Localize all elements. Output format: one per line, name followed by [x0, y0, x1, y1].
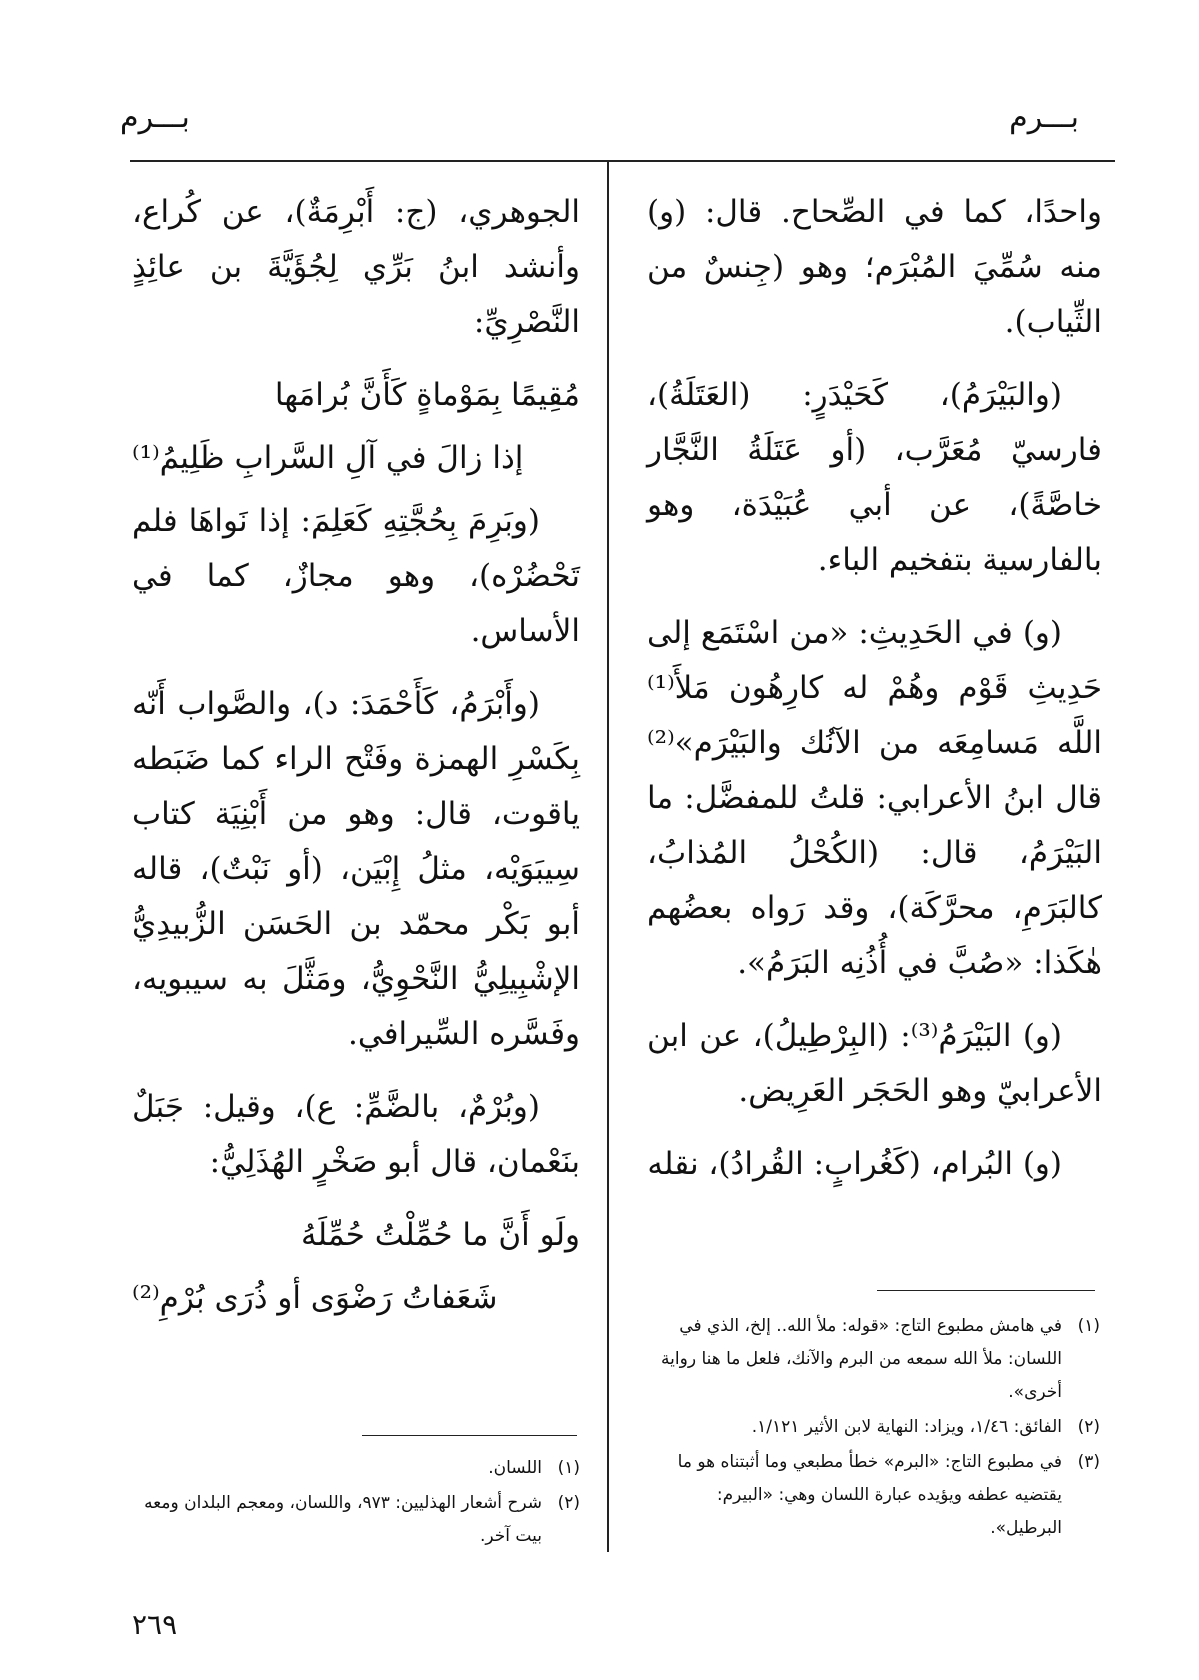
paragraph: (و) في الحَدِيثِ: «من اسْتَمَع إلى حَدِيثِ قَوْم وهُمْ له كارِهُون مَلأَ⁽¹⁾ اللَّه مَسامِعَه من الآنُك والبَيْرَم»⁽²⁾ قال ابنُ الأعرابي: قلتُ للمفضَّل: ما البَيْرَمُ، قال: (الكُحْلُ المُذابُ، كالبَرَمِ، محرَّكَة)، وقد رَواه بعضُهم هٰكَذا: «صُبَّ في أُذُنِه البَرَمُ». — [647, 615, 1102, 981]
paragraph: (والبَيْرَمُ)، كَحَيْدَرٍ: (العَتَلَةُ)، فارسيّ مُعَرَّب، (أو عَتَلَةُ النَّجَّار خاصَّةً)، عن أبي عُبَيْدَة، وهو بالفارسية بتفخيم الباء. — [647, 377, 1102, 578]
footnote-rule — [362, 1435, 577, 1436]
footnote — [132, 1487, 580, 1553]
footnote-number: (١) — [557, 1458, 580, 1478]
verse-line: ولَو أَنَّ ما حُمِّلْتُ حُمِّلَهُ — [300, 1217, 580, 1253]
footnote-text: اللسان. — [488, 1458, 542, 1478]
footnote-number: (٣) — [1077, 1452, 1100, 1472]
footnote-text: في هامش مطبوع التاج: «قوله: ملأ الله.. إلخ، الذي في اللسان: ملأ الله سمعه من البرم والآنك، فلعل ما هنا رواية أخرى». — [661, 1316, 1062, 1402]
footnote-text: شرح أشعار الهذليين: ٩٧٣، واللسان، ومعجم البلدان ومعه بيت آخر. — [144, 1493, 542, 1546]
footnote-number: (١) — [1077, 1316, 1100, 1336]
paragraph: واحدًا، كما في الصِّحاح. قال: (و) منه سُمِّيَ المُبْرَم؛ وهو (جِنسٌ من الثِّياب). — [647, 194, 1102, 340]
paragraph: الجوهري، (ج: أَبْرِمَةٌ)، عن كُراع، وأنشد ابنُ بَرِّي لِجُؤَيَّةَ بن عائِذٍ النَّصْرِيِّ: — [132, 194, 580, 340]
paragraph: (و) البَيْرَمُ⁽³⁾: (البِرْطِيلُ)، عن ابن الأعرابيّ وهو الحَجَر العَرِيض. — [647, 1018, 1102, 1109]
footnote-number: (٢) — [1077, 1417, 1100, 1437]
page-number: ٢٦٩ — [132, 1608, 178, 1641]
footnote — [650, 1446, 1100, 1545]
paragraph: (وبُرْمٌ، بالضَّمِّ: ع)، وقيل: جَبَلٌ بنَعْمان، قال أبو صَخْرٍ الهُذَلِيُّ: — [132, 1089, 580, 1180]
paragraph: (وأَبْرَمُ، كَأَحْمَدَ: د)، والصَّواب أَنّه بِكَسْرِ الهمزة وفَتْح الراء كما ضَبَطه ياقوت، قال: وهو من أَبْنِيَة كتاب سِيبَوَيْه، مثلُ إِبْيَن، (أو نَبْتٌ)، قاله أبو بَكْر محمّد بن الحَسَن الزُّبيدِيُّ الإشْبِيلِيُّ النَّحْوِيُّ، ومَثَّلَ به سيبويه، وفَسَّره السِّيرافي. — [132, 686, 580, 1052]
footnote — [132, 1452, 580, 1485]
left-column — [132, 185, 580, 1334]
paragraph: (و) البُرام، (كَغُرابٍ: القُرادُ)، نقله — [647, 1146, 1062, 1182]
column-divider — [607, 162, 609, 1552]
footnote-text: في مطبوع التاج: «البرم» خطأ مطبعي وما أثبتناه هو ما يقتضيه عطفه ويؤيده عبارة اللسان وهي: «البيرم: البرطيل». — [677, 1452, 1062, 1538]
footnote-number: (٢) — [557, 1493, 580, 1513]
verse-line: مُقِيمًا بِمَوْماةٍ كَأَنَّ بُرامَها — [274, 377, 580, 413]
footnote-text: الفائق: ١/٤٦، ويزاد: النهاية لابن الأثير ١/١٢١. — [751, 1417, 1062, 1437]
header-rule — [130, 160, 1115, 162]
footnotes-right — [650, 1310, 1100, 1547]
running-header-left: بـــرم — [120, 100, 190, 135]
verse-line: شَعَفاتُ رَضْوَى أو ذُرَى بُرْمِ⁽²⁾ — [132, 1280, 498, 1316]
footnote — [650, 1310, 1100, 1409]
right-column — [647, 185, 1102, 1210]
footnotes-left — [132, 1452, 580, 1555]
footnote-rule — [877, 1290, 1095, 1291]
footnote — [650, 1411, 1100, 1444]
running-header-right: بـــرم — [1009, 100, 1079, 135]
paragraph: (وبَرِمَ بِحُجَّتِهِ كَعَلِمَ: إذا نَواهَا فلم تَحْضُرْه)، وهو مجازٌ، كما في الأساس. — [132, 503, 580, 649]
verse-line: إذا زالَ في آلِ السَّرابِ ظَلِيمُ⁽¹⁾ — [132, 440, 524, 476]
